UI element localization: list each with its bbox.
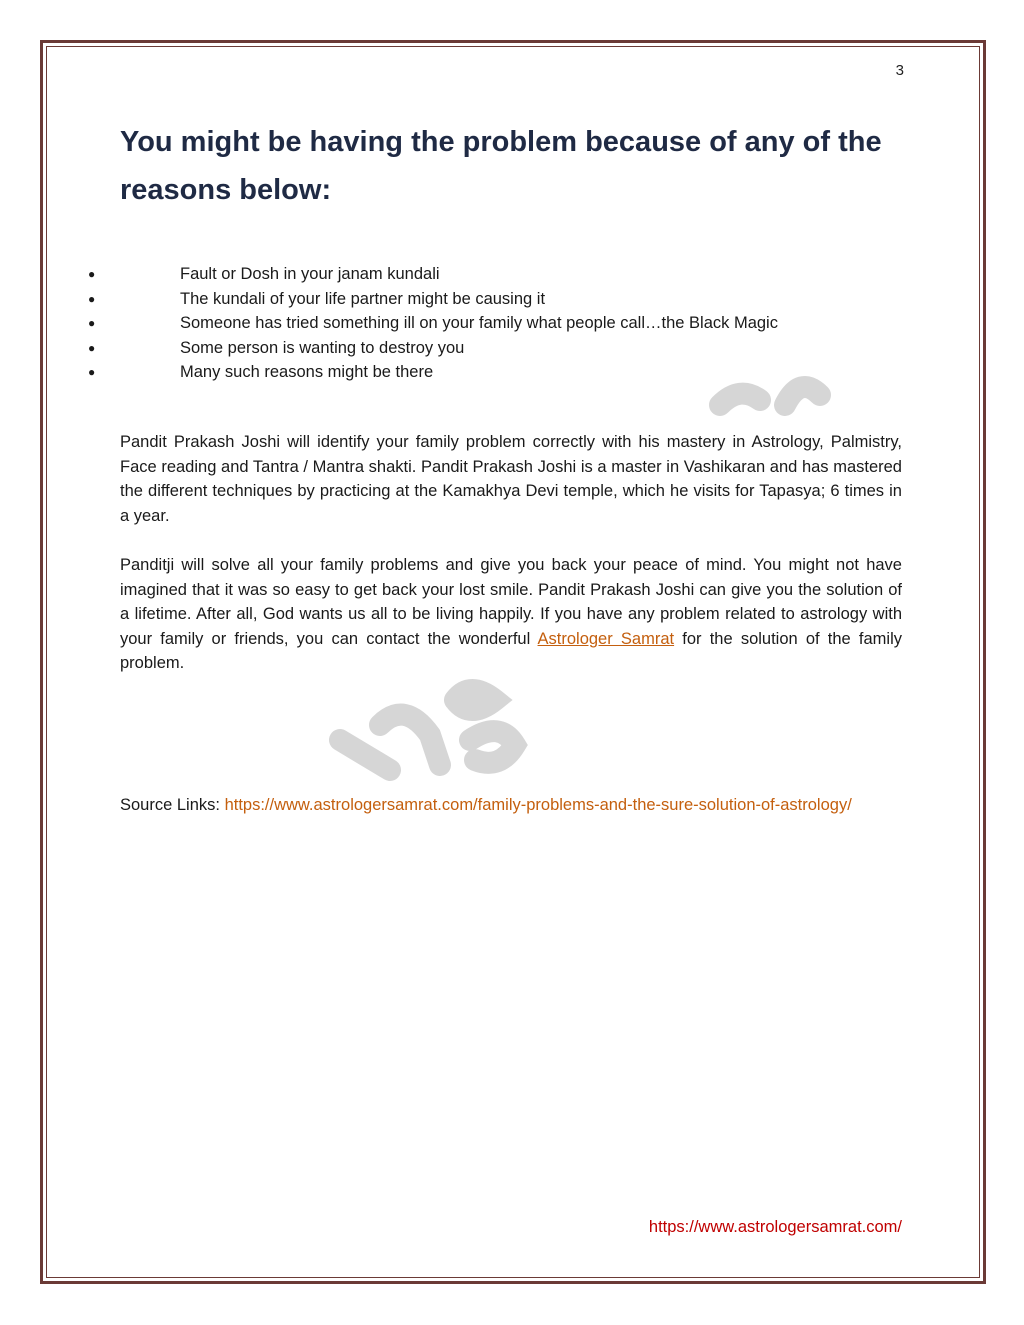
bullet-icon: ● [88,340,96,355]
bullet-icon: ● [88,267,96,281]
list-item [0,311,960,336]
list-item-text: Some person is wanting to destroy you [180,338,465,357]
bullet-icon: ● [88,365,96,380]
paragraph-text-before: Panditji will solve all your family problems and give you back your peace of mind. You might not have imagined that it was so easy to get back your lost smile. Pandit Prakash Joshi can give you the solution of a lifetime. After all, God wants us all to be living happily. If you have any problem related to astrology with your family or friends, you can contact the wonderful [120,556,902,648]
paragraph-intro: Pandit Prakash Joshi will identify your family problem correctly with his mastery in Astrology, Palmistry, Face reading and Tantra / Mantra shakti. Pandit Prakash Joshi is a master in Vashikaran and has mastered the different techniques by practicing at the Kamakhya Devi temple, which he visits for Tapasya; 6 times in a year. [120,433,902,525]
page-heading: You might be having the problem because of any of the reasons below: [120,126,882,206]
reasons-list [0,262,960,385]
source-label: Source Links: [120,796,225,814]
bullet-icon: ● [88,316,96,331]
astrologer-samrat-link[interactable]: Astrologer Samrat [537,629,675,648]
footer-website-link[interactable]: https://www.astrologersamrat.com/ [648,1218,902,1236]
list-item-text: Someone has tried something ill on your family what people call…the Black Magic [180,314,778,333]
list-item-text: The kundali of your life partner might be causing it [180,289,546,308]
paragraph-solution [120,553,902,676]
list-item [0,287,960,312]
list-item [0,360,960,385]
paragraph-text-after: for the solution of the family problem. [120,629,902,673]
list-item [0,262,960,287]
page-number: 3 [895,62,904,79]
source-links [120,792,902,818]
source-url-link[interactable]: https://www.astrologersamrat.com/family-problems-and-the-sure-solution-of-astrology/ [224,796,852,814]
list-item-text: Fault or Dosh in your janam kundali [180,265,440,283]
bullet-icon: ● [88,291,96,306]
list-item [0,336,960,361]
list-item-text: Many such reasons might be there [180,363,434,382]
